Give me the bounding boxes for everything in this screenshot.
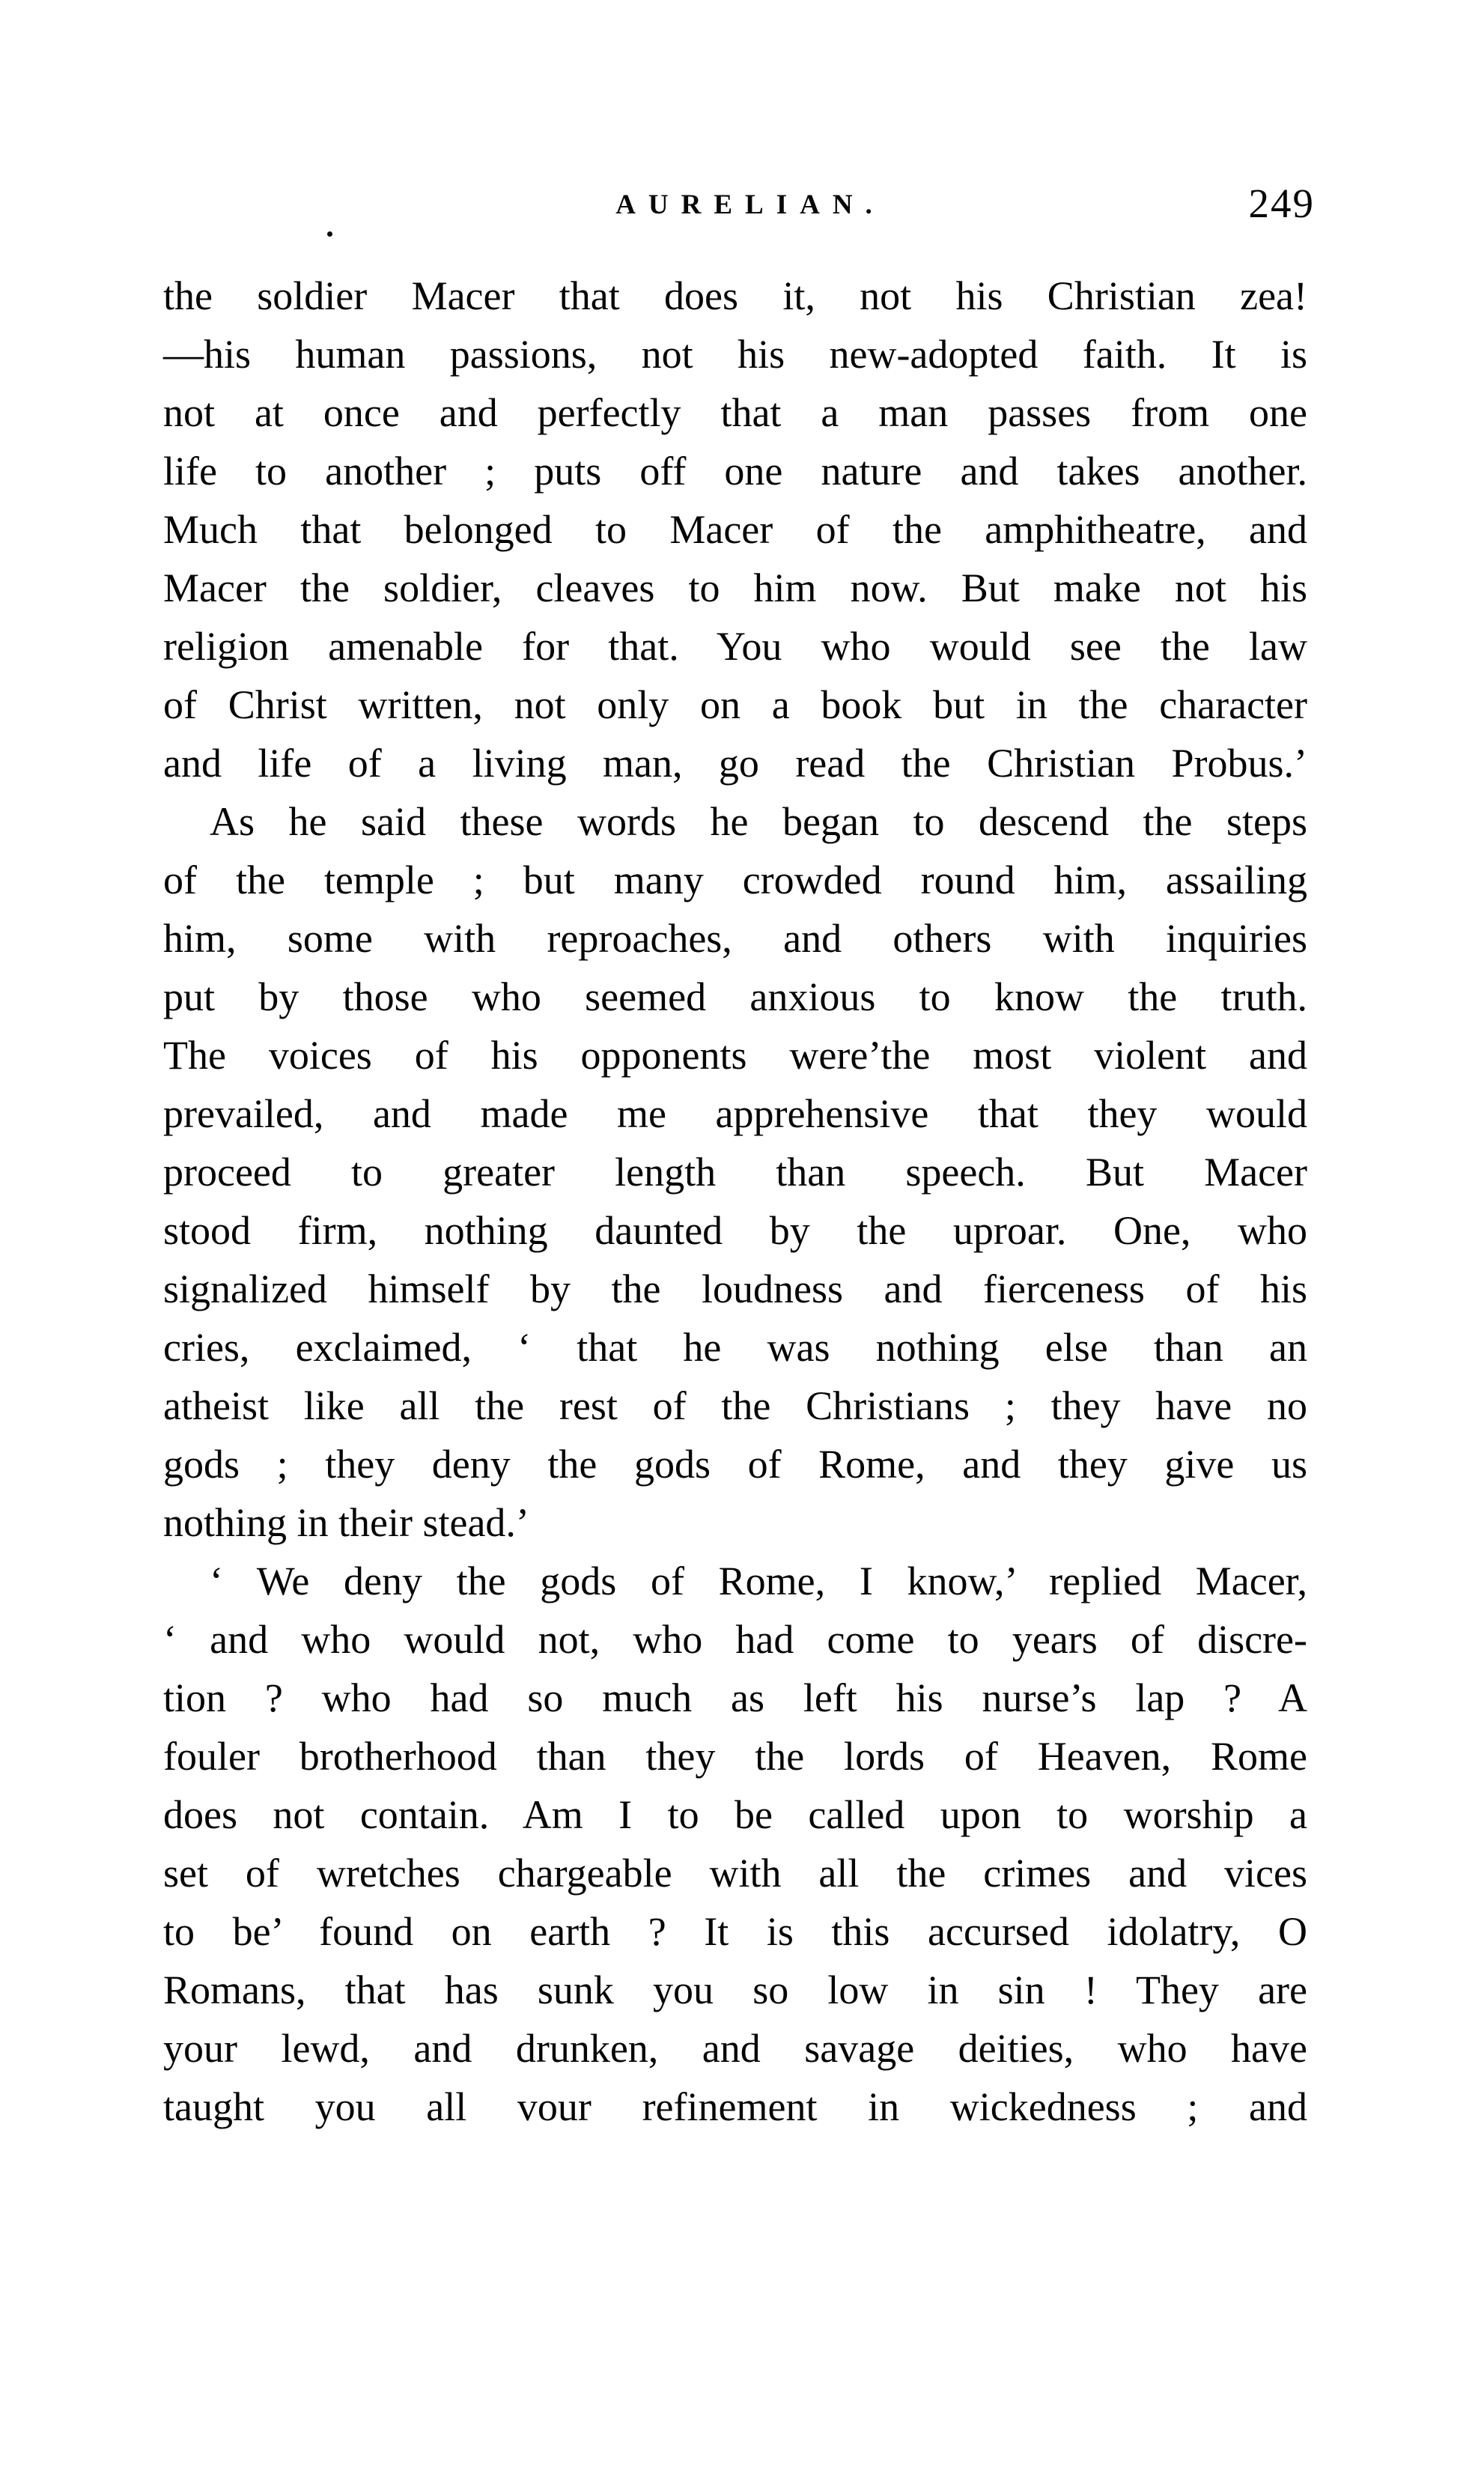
text-line: signalized himself by the loudness and fierceness of his	[163, 1266, 1307, 1311]
text-line: The voices of his opponents were’the most violent and	[163, 1033, 1307, 1078]
text-line: stood firm, nothing daunted by the uproar. One, who	[163, 1208, 1307, 1253]
text-line: and life of a living man, go read the Christian Probus.’	[163, 741, 1307, 786]
text-line: religion amenable for that. You who would see the law	[163, 624, 1307, 669]
text-line: Much that belonged to Macer of the amphitheatre, and	[163, 507, 1307, 552]
ink-spot-artifact	[327, 231, 332, 237]
text-line: fouler brotherhood than they the lords of Heaven, Rome	[163, 1734, 1307, 1779]
text-line: of Christ written, not only on a book but in the character	[163, 682, 1307, 727]
text-line: Romans, that has sunk you so low in sin ! They are	[163, 1967, 1307, 2012]
text-line: the soldier Macer that does it, not his Christian zea!	[163, 273, 1307, 318]
text-line: of the temple ; but many crowded round him, assailing	[163, 858, 1307, 902]
text-line: proceed to greater length than speech. But Macer	[163, 1150, 1307, 1195]
text-line: does not contain. Am I to be called upon to worship a	[163, 1792, 1307, 1837]
text-line: prevailed, and made me apprehensive that they would	[163, 1091, 1307, 1136]
text-line: your lewd, and drunken, and savage deities, who have	[163, 2026, 1307, 2071]
running-title: AURELIAN.	[615, 189, 885, 220]
text-line: gods ; they deny the gods of Rome, and they give us	[163, 1442, 1307, 1487]
text-line: taught you all vour refinement in wickedness ; and	[163, 2084, 1307, 2129]
text-line: put by those who seemed anxious to know the truth.	[163, 974, 1307, 1019]
text-line: nothing in their stead.’	[163, 1500, 529, 1545]
text-line: him, some with reproaches, and others with inquiries	[163, 916, 1307, 961]
text-line: —his human passions, not his new-adopted faith. It is	[163, 332, 1307, 377]
text-line: life to another ; puts off one nature and takes another.	[163, 449, 1307, 494]
text-line: As he said these words he began to descend the steps	[210, 799, 1307, 844]
text-line: ‘ We deny the gods of Rome, I know,’ replied Macer,	[210, 1559, 1307, 1603]
body-text	[163, 267, 1307, 2136]
text-line: atheist like all the rest of the Christians ; they have no	[163, 1383, 1307, 1428]
text-line: Macer the soldier, cleaves to him now. But make not his	[163, 565, 1307, 610]
page-number: 249	[1248, 180, 1315, 226]
text-line: set of wretches chargeable with all the crimes and vices	[163, 1851, 1307, 1896]
text-line: tion ? who had so much as left his nurse’s lap ? A	[163, 1675, 1307, 1720]
text-line: cries, exclaimed, ‘ that he was nothing else than an	[163, 1325, 1307, 1370]
text-line: to be’ found on earth ? It is this accursed idolatry, O	[163, 1909, 1307, 1954]
text-line: not at once and perfectly that a man passes from one	[163, 390, 1307, 435]
text-line: ‘ and who would not, who had come to years of discre-	[163, 1617, 1307, 1662]
